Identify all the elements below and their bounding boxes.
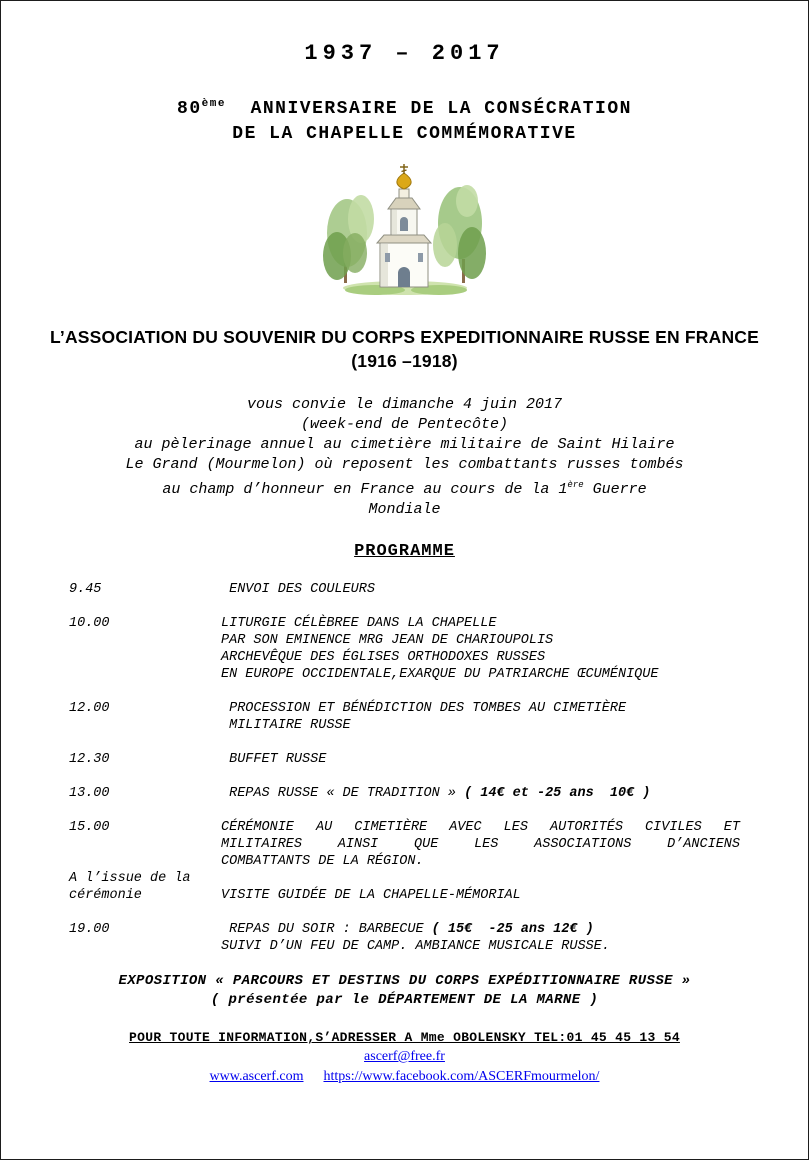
chapel-watercolor-icon — [317, 161, 492, 296]
invitation-text — [1, 395, 808, 520]
schedule-row — [69, 700, 740, 734]
schedule-row — [69, 819, 740, 870]
contact-info: POUR TOUTE INFORMATION,S’ADRESSER A Mme OBOLENSKY TEL:01 45 45 13 54 — [129, 1030, 680, 1045]
facebook-link[interactable]: https://www.facebook.com/ASCERFmourmelon/ — [323, 1069, 600, 1084]
invitation-line5-pre: au champ d’honneur en France au cours de la 1 — [162, 481, 568, 498]
schedule-row — [69, 785, 740, 802]
schedule-text-bold: ( 14€ et -25 ans 10€ ) — [464, 786, 651, 801]
schedule-line: MILITAIRE RUSSE — [221, 718, 351, 733]
tree-right-icon — [433, 185, 486, 283]
schedule-time: 10.00 — [69, 616, 110, 631]
cross-icon — [400, 164, 408, 174]
schedule-line: CÉRÉMONIE AU CIMETIÈRE AVEC LES AUTORITÉS CIVILES ET — [221, 820, 740, 835]
anniversary-title — [1, 92, 808, 147]
schedule-row — [69, 581, 740, 598]
schedule-time: 12.00 — [69, 701, 110, 716]
schedule-line: SUIVI D’UN FEU DE CAMP. AMBIANCE MUSICALE RUSSE. — [221, 939, 610, 954]
schedule-text — [221, 615, 740, 683]
schedule-label — [69, 870, 221, 904]
schedule-line: MILITAIRES AINSI QUE LES ASSOCIATIONS D’ANCIENS — [221, 837, 740, 852]
invitation-line: Le Grand (Mourmelon) où reposent les combattants russes tombés — [125, 456, 684, 473]
schedule-time: 9.45 — [69, 582, 102, 597]
invitation-ordinal: ère — [567, 480, 584, 490]
onion-dome-icon — [397, 173, 411, 189]
schedule-line: PROCESSION ET BÉNÉDICTION DES TOMBES AU CIMETIÈRE — [221, 701, 627, 716]
invitation-line — [1, 475, 808, 500]
schedule-time: 19.00 — [69, 922, 110, 937]
schedule-text — [221, 700, 740, 734]
schedule-line: EN EUROPE OCCIDENTALE,EXARQUE DU PATRIARCHE ŒCUMÉNIQUE — [221, 667, 659, 682]
invitation-line5-post: Guerre — [583, 481, 647, 498]
schedule-time: 15.00 — [69, 820, 110, 835]
association-line1: L’ASSOCIATION DU SOUVENIR DU CORPS EXPEDITIONNAIRE RUSSE EN FRANCE — [49, 327, 760, 347]
chapel-building — [377, 189, 431, 287]
schedule-line: PAR SON EMINENCE MRG JEAN DE CHARIOUPOLIS — [221, 633, 554, 648]
association-line2: (1916 –1918) — [351, 351, 458, 371]
schedule-line — [221, 921, 740, 938]
exposition-note — [1, 972, 808, 1010]
schedule-row — [69, 921, 740, 955]
anniversary-line1 — [1, 92, 808, 122]
email-link[interactable]: ascerf@free.fr — [364, 1049, 445, 1064]
links-row — [1, 1069, 808, 1085]
exposition-line2: ( présentée par le DÉPARTEMENT DE LA MARNE ) — [210, 992, 599, 1008]
schedule-time: 13.00 — [69, 786, 110, 801]
schedule-line: ARCHEVÊQUE DES ÉGLISES ORTHODOXES RUSSES — [221, 650, 546, 665]
email-row — [1, 1049, 808, 1065]
invitation-line: Mondiale — [368, 501, 441, 518]
schedule-text — [221, 819, 740, 870]
anniversary-line2: DE LA CHAPELLE COMMÉMORATIVE — [232, 124, 577, 144]
invitation-line: au pèlerinage annuel au cimetière militaire de Saint Hilaire — [134, 436, 675, 453]
chapel-illustration — [1, 161, 808, 299]
schedule-row — [69, 751, 740, 768]
exposition-line1: EXPOSITION « PARCOURS ET DESTINS DU CORPS EXPÉDITIONNAIRE RUSSE » — [118, 973, 691, 989]
schedule-text: VISITE GUIDÉE DE LA CHAPELLE-MÉMORIAL — [221, 888, 521, 903]
schedule-text-bold: ( 15€ -25 ans 12€ ) — [431, 922, 594, 937]
tree-left-icon — [323, 195, 374, 283]
schedule-row — [69, 615, 740, 683]
programme-title: PROGRAMME — [354, 542, 455, 561]
years-title: 1937 – 2017 — [304, 41, 505, 66]
association-title — [1, 325, 808, 373]
schedule-text — [221, 785, 740, 802]
invitation-line: vous convie le dimanche 4 juin 2017 — [246, 396, 563, 413]
schedule-row — [69, 870, 740, 904]
anniversary-text: ANNIVERSAIRE DE LA CONSÉCRATION — [225, 99, 632, 119]
programme-schedule — [1, 581, 808, 955]
schedule-text: BUFFET RUSSE — [221, 752, 327, 767]
schedule-line: LITURGIE CÉLÈBREE DANS LA CHAPELLE — [221, 616, 497, 631]
schedule-line: COMBATTANTS DE LA RÉGION. — [221, 854, 424, 869]
website-link[interactable]: www.ascerf.com — [209, 1069, 304, 1084]
schedule-text — [221, 921, 740, 955]
schedule-label-line: A l’issue de la — [69, 871, 191, 886]
footer — [1, 1030, 808, 1085]
schedule-text: ENVOI DES COULEURS — [221, 582, 375, 597]
schedule-label-line: cérémonie — [69, 888, 142, 903]
schedule-text-normal: REPAS DU SOIR : BARBECUE — [221, 922, 432, 937]
anniversary-number: 80 — [177, 99, 202, 119]
schedule-text-normal: REPAS RUSSE « DE TRADITION » — [221, 786, 465, 801]
schedule-time: 12.30 — [69, 752, 110, 767]
invitation-line: (week-end de Pentecôte) — [300, 416, 509, 433]
anniversary-ordinal: ème — [201, 98, 226, 110]
